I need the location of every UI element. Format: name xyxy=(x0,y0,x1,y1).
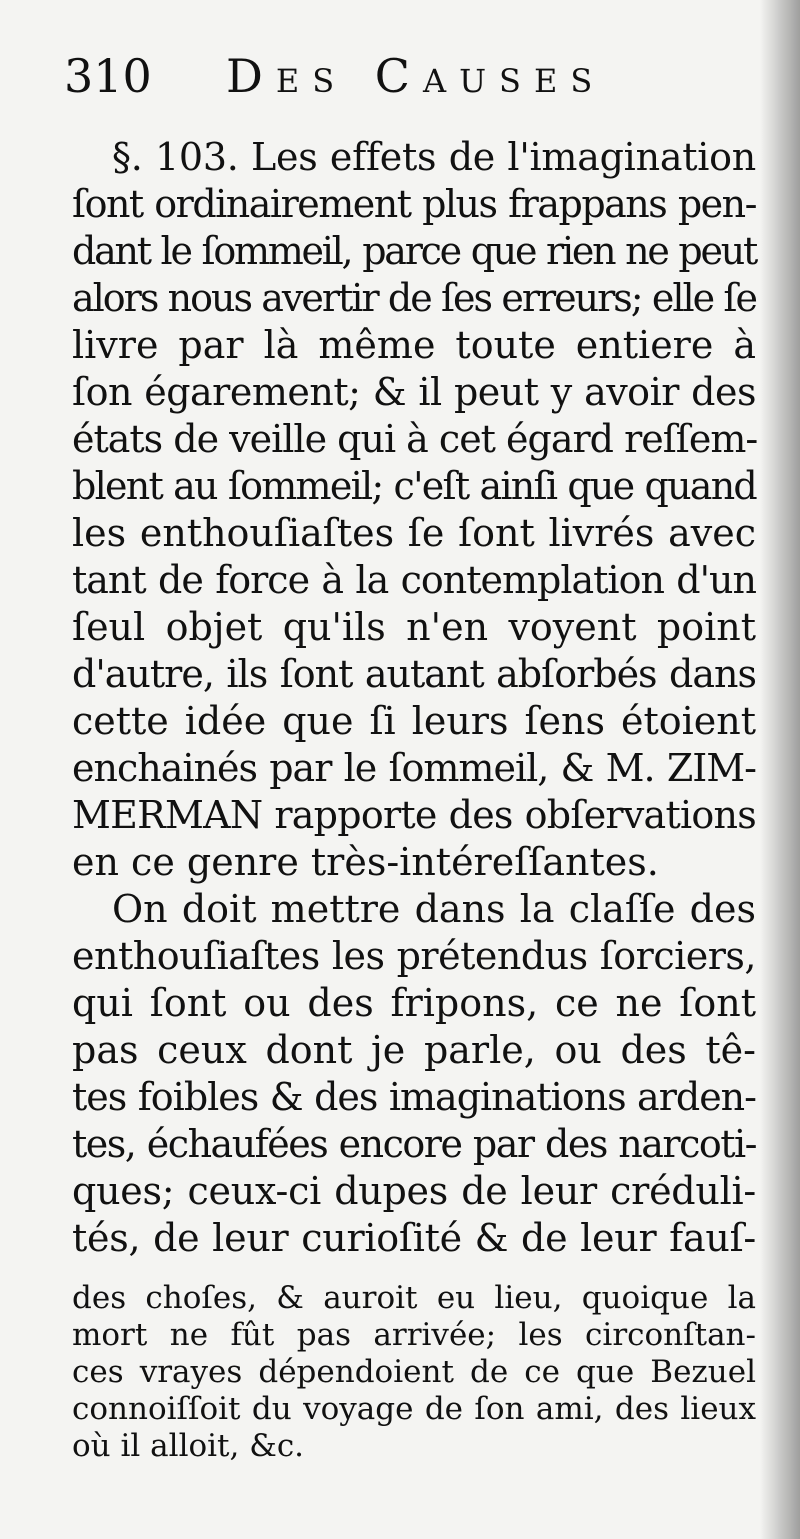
text-line: ſon égarement; & il peut y avoir des xyxy=(72,370,756,414)
text-line: les enthouſiaſtes ſe ſont livrés avec xyxy=(72,511,756,555)
text-line: en ce genre très-intéreſſantes. xyxy=(72,840,659,884)
text-line: d'autre, ils ſont autant abſorbés dans xyxy=(72,652,756,696)
text-line: enchainés par le ſommeil, & M. ZIM- xyxy=(72,746,756,790)
page-header xyxy=(64,46,744,106)
text-line: pas ceux dont je parle, ou des tê- xyxy=(72,1028,756,1072)
text-line: tés, de leur curioſité & de leur fauſ- xyxy=(72,1216,756,1260)
text-line: livre par là même toute entiere à xyxy=(72,323,756,367)
text-line: MERMAN rapporte des obſervations xyxy=(72,793,756,837)
main-text xyxy=(72,134,756,1262)
footnote-line: ces vrayes dépendoient de ce que Bezuel xyxy=(72,1354,756,1390)
text-line: tes, échaufées encore par des narcoti- xyxy=(72,1122,756,1166)
text-line: ques; ceux-ci dupes de leur créduli- xyxy=(72,1169,756,1213)
text-line: §. 103. Les effets de l'imagination xyxy=(112,135,756,179)
text-line: tes foibles & des imaginations arden- xyxy=(72,1075,756,1119)
text-line: On doit mettre dans la claſſe des xyxy=(112,887,756,931)
footnote xyxy=(72,1280,756,1465)
text-line: ſeul objet qu'ils n'en voyent point xyxy=(72,605,756,649)
text-line: ſont ordinairement plus frappans pen- xyxy=(72,182,756,226)
text-line: alors nous avertir de ſes erreurs; elle ſe xyxy=(72,276,756,320)
text-line: états de veille qui à cet égard reſſem- xyxy=(72,417,758,461)
text-line: qui ſont ou des fripons, ce ne ſont xyxy=(72,981,756,1025)
page-number: 310 xyxy=(64,49,152,103)
text-line: cette idée que ſi leurs ſens étoient xyxy=(72,699,756,743)
footnote-line: mort ne fût pas arrivée; les circonſtan- xyxy=(72,1317,756,1353)
footnote-line: connoiſſoit du voyage de ſon ami, des lieux xyxy=(72,1391,756,1427)
text-line: blent au ſommeil; c'eſt ainſi que quand xyxy=(72,464,756,508)
text-line: dant le ſommeil, parce que rien ne peut xyxy=(72,229,756,273)
text-line: enthouſiaſtes les prétendus ſorciers, xyxy=(72,934,756,978)
running-head: Des Causes xyxy=(226,49,606,103)
text-line: tant de force à la contemplation d'un xyxy=(72,558,756,602)
footnote-line: où il alloit, &c. xyxy=(72,1428,305,1464)
footnote-line: des choſes, & auroit eu lieu, quoique la xyxy=(72,1280,756,1316)
